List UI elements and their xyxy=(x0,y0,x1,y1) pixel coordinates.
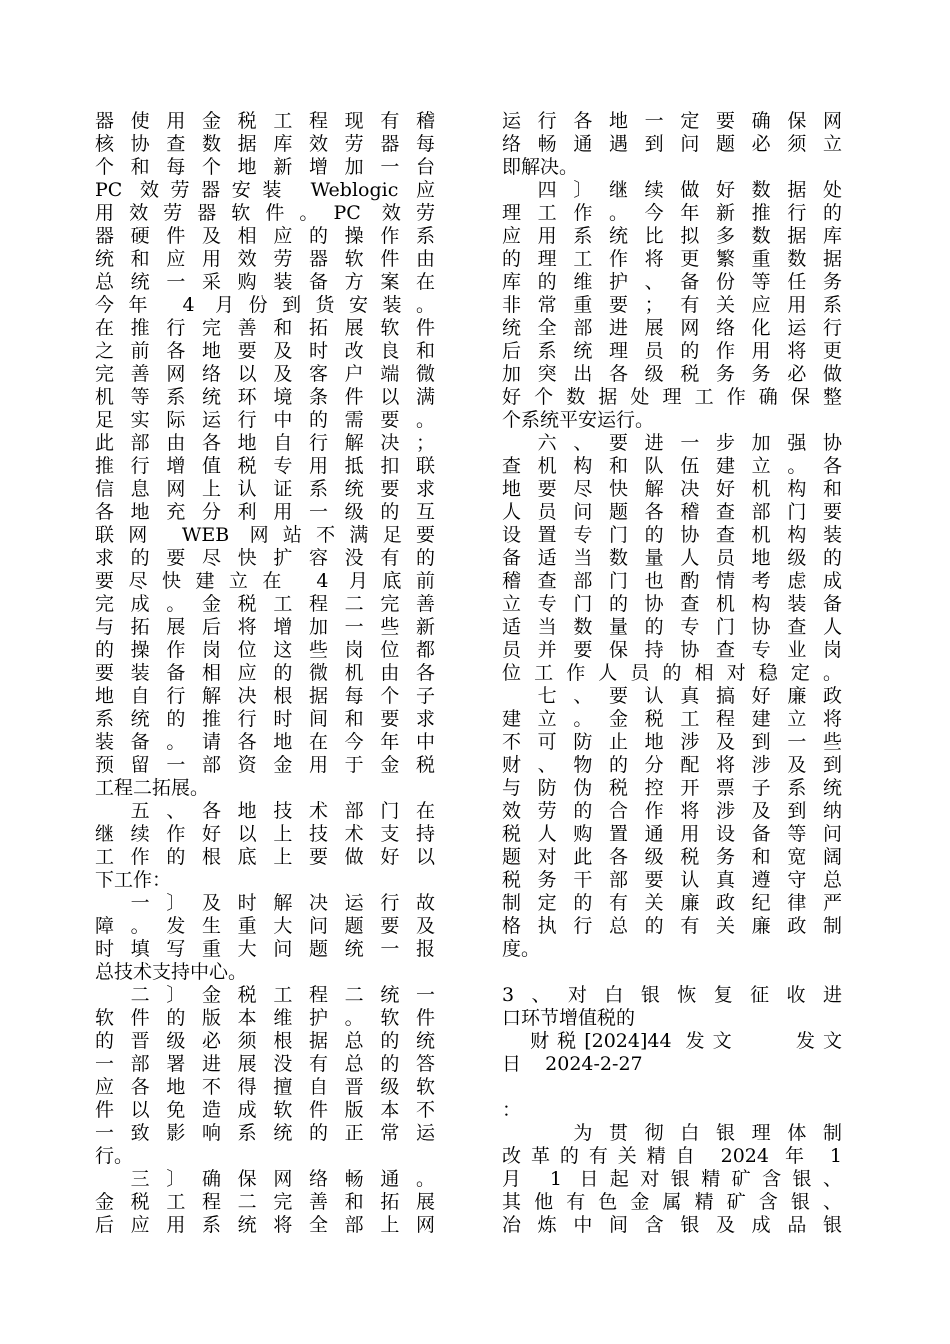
text-line: 软件的版本维护。软件 xyxy=(95,1007,435,1029)
text-line: 后应用系统将全部上网 xyxy=(95,1214,435,1236)
text-line: 财、物的分配将涉及到 xyxy=(502,754,842,776)
text-line: 位工作人员的相对稳定。 xyxy=(502,662,842,684)
text-line: 机等系统环境条件以满 xyxy=(95,386,435,408)
text-line: 立专门的协查机构装备 xyxy=(502,593,842,615)
text-line: 障。发生重大问题要及 xyxy=(95,915,435,937)
text-line: 格执行总的有关廉政制 xyxy=(502,915,842,937)
text-line: 不可防止地涉及到一些 xyxy=(502,731,842,753)
text-line: 件以免造成软件版本不 xyxy=(95,1099,435,1121)
text-line: 与防伪税控开票子系统 xyxy=(502,777,842,799)
text-line: 为贯彻白银理体制 xyxy=(502,1122,842,1144)
text-line: 地自行解决根据每个子 xyxy=(95,685,435,707)
left-column xyxy=(95,110,435,1237)
text-line: 一部署进展没有总的答 xyxy=(95,1053,435,1075)
text-line: 库的维护、备份等任务 xyxy=(502,271,842,293)
text-line: PC 效劳器安装 Weblogic 应 xyxy=(95,179,435,201)
text-line: 一〕及时解决运行故 xyxy=(95,892,435,914)
text-line: 联网 WEB 网站不满足要 xyxy=(95,524,435,546)
right-column-body xyxy=(502,110,842,961)
text-line: 七、要认真搞好廉政 xyxy=(502,685,842,707)
article-body xyxy=(502,1122,842,1237)
text-line: 此部由各地自行解决； xyxy=(95,432,435,454)
text-line: 制定的有关廉政纪律严 xyxy=(502,892,842,914)
text-line: 改革的有关精自 2024 年 1 xyxy=(502,1145,842,1167)
text-line: 器硬件及相应的操作系 xyxy=(95,225,435,247)
text-line: 各地充分利用一级的互 xyxy=(95,501,435,523)
text-line: 效劳的合作将涉及到纳 xyxy=(502,800,842,822)
section-gap xyxy=(502,1076,842,1099)
text-line: 要尽快建立在 4 月底前 xyxy=(95,570,435,592)
text-line: 六、要进一步加强协 xyxy=(502,432,842,454)
text-line: 今年 4 月份到货安装。 xyxy=(95,294,435,316)
text-line: 工程二拓展。 xyxy=(95,777,210,799)
article-heading-line-1: 3、对白银恢复征收进 xyxy=(502,984,842,1006)
text-line: 的晋级必须根据总的统 xyxy=(95,1030,435,1052)
text-line: 其他有色金属精矿含银、 xyxy=(502,1191,842,1213)
text-line: 系统的推行时间和要求 xyxy=(95,708,435,730)
text-line: 四〕继续做好数据处 xyxy=(502,179,842,201)
text-line: 继续作好以上技术支持 xyxy=(95,823,435,845)
text-line: 地要尽快解决好机构和 xyxy=(502,478,842,500)
text-line: 核协查数据库效劳器每 xyxy=(95,133,435,155)
text-line: 总统一采购装备方案在 xyxy=(95,271,435,293)
text-line: 适当数量的专门协查人 xyxy=(502,616,842,638)
text-line: 五、各地技术部门在 xyxy=(95,800,435,822)
text-line: 足实际运行中的需要。 xyxy=(95,409,435,431)
article-heading-line-2: 口环节增值税的 xyxy=(502,1007,636,1029)
text-line: 完善网络以及客户端微 xyxy=(95,363,435,385)
text-line: 时填写重大问题统一报 xyxy=(95,938,435,960)
text-line: 器使用金税工程现有稽 xyxy=(95,110,435,132)
text-line: 个和每个地新增加一台 xyxy=(95,156,435,178)
text-line: 个系统平安运行。 xyxy=(502,409,655,431)
text-line: 的操作岗位这些岗位都 xyxy=(95,639,435,661)
text-line: 与拓展后将增加一些新 xyxy=(95,616,435,638)
text-line: 络畅通遇到问题必须立 xyxy=(502,133,842,155)
article-colon: ： xyxy=(502,1099,522,1121)
text-line: 即解决。 xyxy=(502,156,579,178)
text-line: 统全部进展网络化运行 xyxy=(502,317,842,339)
text-line: 完成。金税工程二完善 xyxy=(95,593,435,615)
article-date: 日 2024-2-27 xyxy=(502,1053,643,1075)
text-line: 冶炼中间含银及成品银 xyxy=(502,1214,842,1236)
text-line: 预留一部资金用于金税 xyxy=(95,754,435,776)
text-line: 推行增值税专用抵扣联 xyxy=(95,455,435,477)
text-line: 工作的根底上要做好以 xyxy=(95,846,435,868)
text-line: 理工作。今年新推行的 xyxy=(502,202,842,224)
text-line: 设置专门的协查机构装 xyxy=(502,524,842,546)
section-gap xyxy=(502,961,842,984)
text-line: 后系统理员的作用将更 xyxy=(502,340,842,362)
text-line: 好个数据处理工作确保整 xyxy=(502,386,842,408)
text-line: 的理工作将更繁重数据 xyxy=(502,248,842,270)
text-line: 金税工程二完善和拓展 xyxy=(95,1191,435,1213)
text-line: 求的要尽快扩容没有的 xyxy=(95,547,435,569)
text-line: 装备。请各地在今年中 xyxy=(95,731,435,753)
text-line: 行。 xyxy=(95,1145,134,1167)
right-column xyxy=(502,110,842,1237)
text-line: 税务干部要认真遵守总 xyxy=(502,869,842,891)
text-line: 总技术支持中心。 xyxy=(95,961,248,983)
text-line: 之前各地要及时改良和 xyxy=(95,340,435,362)
text-line: 一致影响系统的正常运 xyxy=(95,1122,435,1144)
text-line: 应各地不得擅自晋级软 xyxy=(95,1076,435,1098)
text-line: 统和应用效劳器软件由 xyxy=(95,248,435,270)
text-line: 查机构和队伍建立。各 xyxy=(502,455,842,477)
text-line: 题对此各级税务和宽阔 xyxy=(502,846,842,868)
text-line: 稽查部门也酌情考虑成 xyxy=(502,570,842,592)
text-line: 建立。金税工程建立将 xyxy=(502,708,842,730)
text-line: 员并要保持协查专业岗 xyxy=(502,639,842,661)
text-line: 运行各地一定要确保网 xyxy=(502,110,842,132)
text-line: 月 1 日起对银精矿含银、 xyxy=(502,1168,842,1190)
text-line: 非常重要；有关应用系 xyxy=(502,294,842,316)
text-line: 在推行完善和拓展软件 xyxy=(95,317,435,339)
text-line: 应用系统比拟多数据库 xyxy=(502,225,842,247)
text-line: 用效劳器软件。PC 效劳 xyxy=(95,202,435,224)
text-line: 下工作： xyxy=(95,869,172,891)
text-line: 二〕金税工程二统一 xyxy=(95,984,435,1006)
article-doc-number: 财税[2024]44 发文 发文 xyxy=(502,1030,842,1052)
text-line: 人员问题各稽查部门要 xyxy=(502,501,842,523)
text-line: 备适当数量人员地级的 xyxy=(502,547,842,569)
text-line: 信息网上认证系统要求 xyxy=(95,478,435,500)
text-line: 要装备相应的微机由各 xyxy=(95,662,435,684)
text-line: 加突出各级税务务必做 xyxy=(502,363,842,385)
text-line: 税人购置通用设备等问 xyxy=(502,823,842,845)
text-line: 三〕确保网络畅通。 xyxy=(95,1168,435,1190)
text-line: 度。 xyxy=(502,938,541,960)
